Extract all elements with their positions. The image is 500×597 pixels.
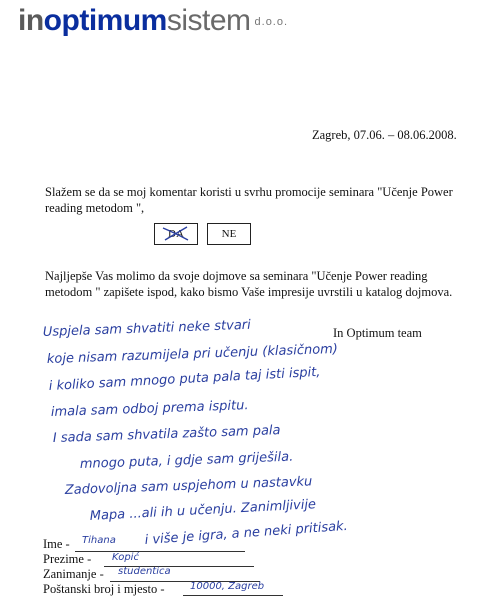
comment-line: mnogo puta, i gdje sam griješila. <box>79 449 294 472</box>
postal-value[interactable]: 10000, Zagreb <box>190 581 265 592</box>
comment-line: I sada sam shvatila zašto sam pala <box>52 423 281 446</box>
comment-line: imala sam odboj prema ispitu. <box>50 398 249 420</box>
handwritten-comment <box>35 318 495 548</box>
yes-label: DA <box>168 228 184 240</box>
comment-line: i koliko sam mnogo puta pala taj isti ispit, <box>48 364 321 394</box>
surname-label: Prezime - <box>43 552 92 566</box>
postal-label: Poštanski broj i mjesto - <box>43 582 165 596</box>
logo-in: in <box>18 4 44 37</box>
consent-text: Slažem se da se moj komentar koristi u svrhu promocije seminara "Učenje Power reading metodom ", <box>45 185 453 215</box>
comment-line: Mapa ...ali ih u učenju. Zanimljivije <box>89 497 317 524</box>
request-text: Najljepše Vas molimo da svoje dojmove sa seminara "Učenje Power reading metodom " zapišete ispod, kako bismo Vaše impresije uvrstili u katalog dojmova. <box>45 269 453 299</box>
logo-doo: d.o.o. <box>254 16 289 29</box>
name-value[interactable]: Tihana <box>82 535 116 546</box>
postal-line <box>183 595 283 596</box>
team-label: In Optimum team <box>333 326 422 340</box>
comment-line: Zadovoljna sam uspjehom u nastavku <box>64 474 313 498</box>
company-logo <box>18 4 288 38</box>
comment-line: Uspjela sam shvatiti neke stvari <box>42 318 252 340</box>
logo-optimum: optimum <box>43 4 167 37</box>
name-label: Ime - <box>43 537 70 551</box>
no-checkbox[interactable] <box>207 223 251 245</box>
logo-sistem: sistem <box>166 4 251 37</box>
occupation-value[interactable]: studentica <box>118 566 171 577</box>
name-line <box>75 551 245 552</box>
comment-line: i više je igra, a ne neki pritisak. <box>144 518 349 548</box>
occupation-label: Zanimanje - <box>43 567 104 581</box>
no-label: NE <box>221 228 237 240</box>
yes-checkbox[interactable] <box>154 223 198 245</box>
date-line: Zagreb, 07.06. – 08.06.2008. <box>312 128 457 142</box>
comment-line: koje nisam razumijela pri učenju (klasičnom) <box>46 341 339 367</box>
surname-value[interactable]: Kopić <box>112 552 139 563</box>
